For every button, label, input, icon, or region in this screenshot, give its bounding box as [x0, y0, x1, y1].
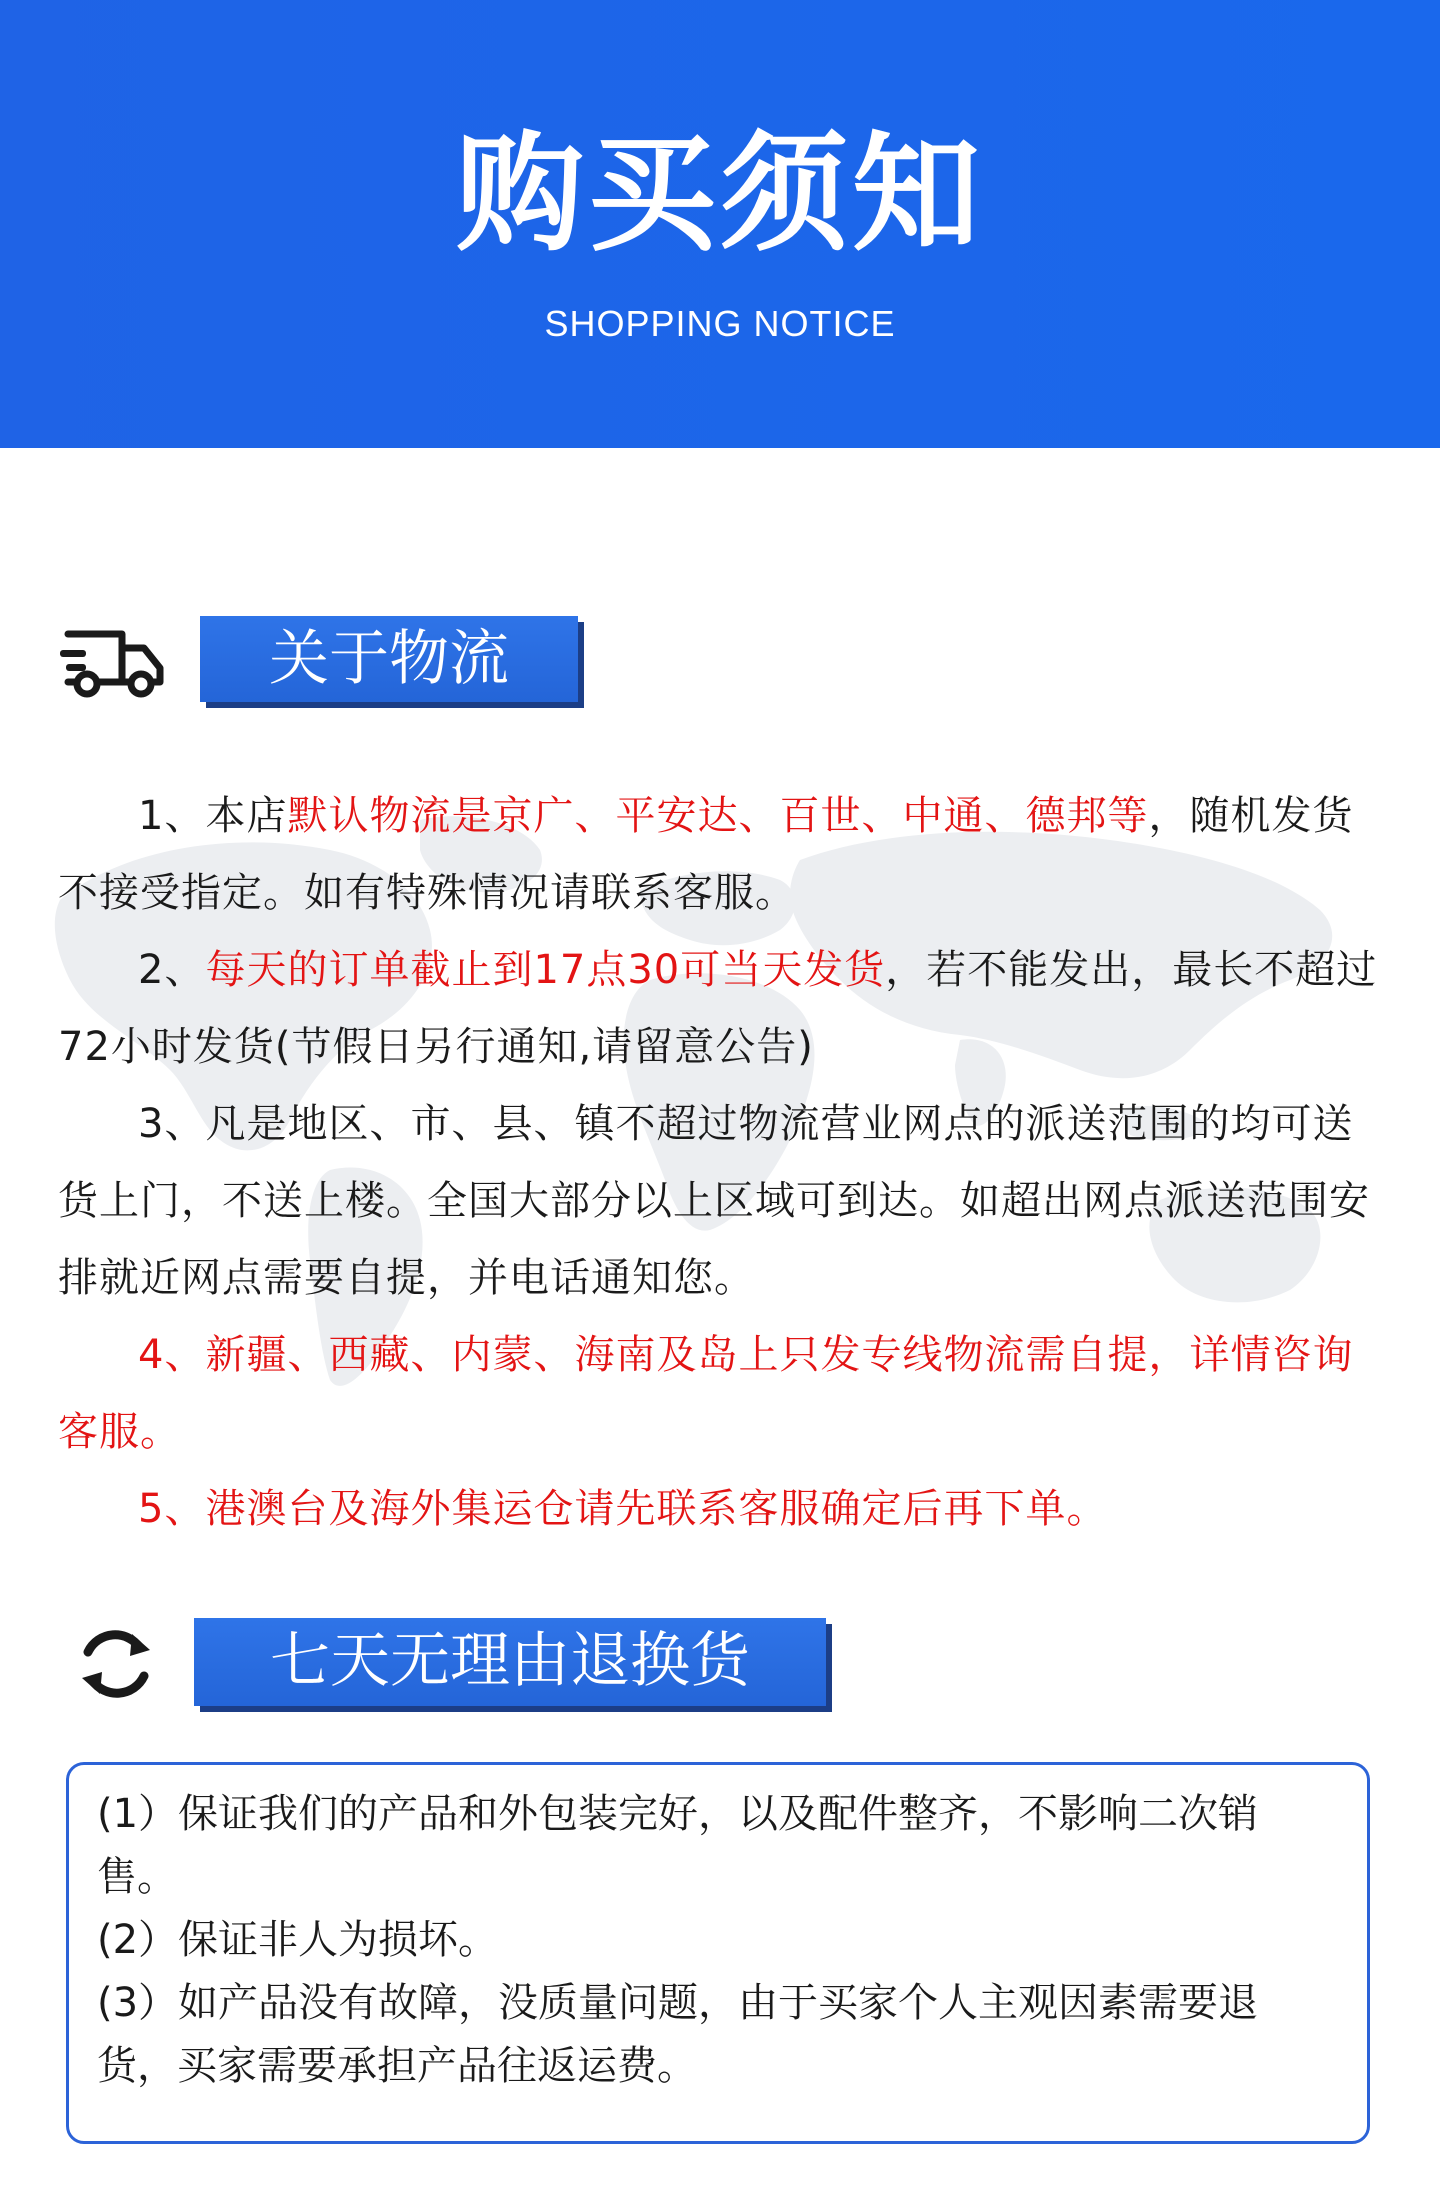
page-subtitle: SHOPPING NOTICE — [544, 303, 896, 344]
logistics-item-3: 3、凡是地区、市、县、镇不超过物流营业网点的派送范围的均可送货上门，不送上楼。全国大部分以上区域可到达。如超出网点派送范围安排就近网点需要自提，并电话通知您。 — [58, 1101, 1370, 1301]
logistics-item-4: 4、新疆、西藏、内蒙、海南及岛上只发专线物流需自提，详情咨询客服。 — [58, 1332, 1354, 1455]
logistics-item-2-suffix: ，若不能发出，最长不超过72小时发货(节假日另行通知,请留意公告) — [58, 947, 1378, 1070]
page-title: 购买须知 — [455, 120, 984, 269]
section-label-logistics: 关于物流 — [200, 616, 578, 702]
returns-item-3: (3）如产品没有故障，没质量问题，由于买家个人主观因素需要退货，买家需要承担产品往返运费。 — [97, 1980, 1259, 2089]
logistics-item-2 — [58, 932, 1388, 1086]
refresh-icon — [74, 1622, 158, 1706]
logistics-item-1-highlight: 默认物流是京广、平安达、百世、中通、德邦等 — [287, 793, 1149, 839]
logistics-item-2-prefix: 2、 — [138, 947, 206, 993]
logistics-item-1-suffix: ，随机发货不接受指定。如有特殊情况请联系客服。 — [58, 793, 1354, 916]
returns-item-2: (2）保证非人为损坏。 — [97, 1917, 499, 1963]
truck-icon — [60, 622, 168, 704]
logistics-item-1-prefix: 1、本店 — [138, 793, 288, 839]
returns-policy-box — [66, 1762, 1370, 2144]
returns-item-1: (1）保证我们的产品和外包装完好，以及配件整齐，不影响二次销售。 — [97, 1791, 1259, 1900]
header-banner — [0, 0, 1440, 448]
logistics-item-5: 5、港澳台及海外集运仓请先联系客服确定后再下单。 — [138, 1486, 1108, 1532]
logistics-item-2-highlight: 每天的订单截止到17点30可当天发货 — [205, 947, 886, 993]
returns-policy-list — [97, 1783, 1337, 2098]
logistics-item-1 — [58, 778, 1388, 932]
section-label-returns: 七天无理由退换货 — [194, 1618, 826, 1706]
